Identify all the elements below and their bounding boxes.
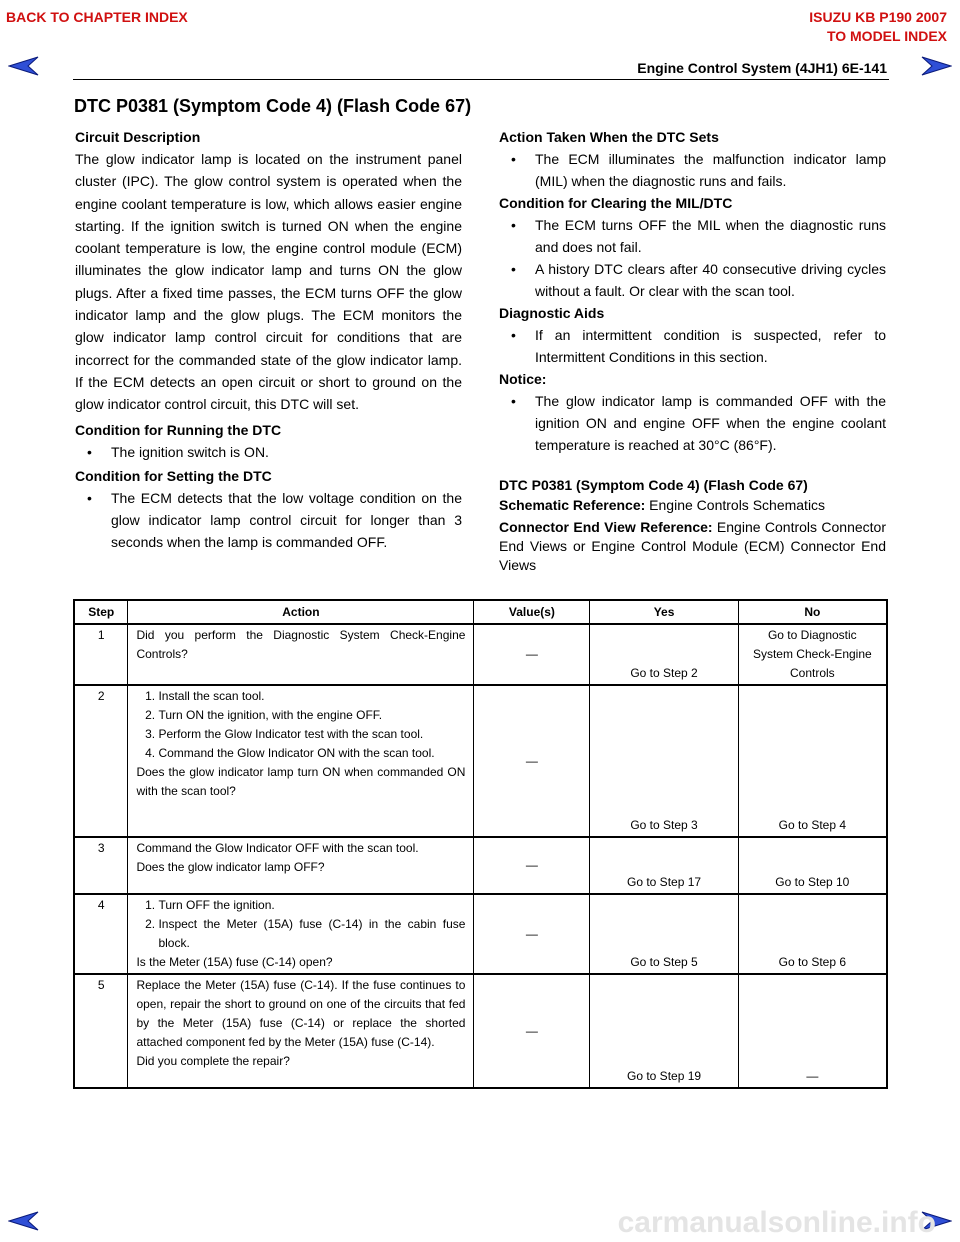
action-question: Does the glow indicator lamp OFF? <box>136 860 325 874</box>
yes-cell[interactable]: Go to Step 17 <box>590 837 738 894</box>
action-cell <box>128 974 474 1088</box>
yes-cell[interactable]: Go to Step 19 <box>590 974 738 1088</box>
no-cell[interactable]: Go to Step 6 <box>738 894 887 974</box>
header-step: Step <box>74 600 128 624</box>
action-text: Command the Glow Indicator OFF with the scan tool. <box>136 841 419 855</box>
action-question: Did you complete the repair? <box>136 1054 290 1068</box>
setting-heading: Condition for Setting the DTC <box>75 467 272 484</box>
right-arrow-icon <box>920 56 952 76</box>
list-item: • If an intermittent condition is suspected, refer to Intermittent Conditions in this section. <box>535 324 886 368</box>
diagnostic-table <box>73 599 888 1089</box>
to-model-index-link[interactable]: TO MODEL INDEX <box>826 28 947 44</box>
list-item: • The ignition switch is ON. <box>111 441 462 463</box>
running-heading: Condition for Running the DTC <box>75 421 282 438</box>
header-yes: Yes <box>590 600 738 624</box>
aids-list <box>499 324 886 368</box>
list-item: • A history DTC clears after 40 consecutive driving cycles without a fault. Or clear with the scan tool. <box>535 258 886 302</box>
left-arrow-icon <box>8 1211 40 1231</box>
schematic-label: Schematic Reference: <box>499 497 646 513</box>
model-name-link[interactable]: ISUZU KB P190 2007 <box>809 9 947 25</box>
header-action: Action <box>128 600 474 624</box>
step-number: 5 <box>74 974 128 1088</box>
left-arrow-icon <box>8 56 40 76</box>
action-step: 4. Command the Glow Indicator ON with the scan tool. <box>158 744 465 763</box>
connector-value[interactable]: Engine Controls Connector End Views or Engine Control Module (ECM) Connector End Views <box>499 519 886 573</box>
value-cell: — <box>474 837 590 894</box>
dtc-reference-title: DTC P0381 (Symptom Code 4) (Flash Code 67) <box>499 477 808 493</box>
table-row <box>74 624 887 685</box>
schematic-value[interactable]: Engine Controls Schematics <box>645 497 826 513</box>
running-header: Engine Control System (4JH1) 6E-141 <box>637 60 887 76</box>
prev-page-button[interactable] <box>8 56 40 76</box>
header-rule <box>73 79 889 80</box>
next-page-button[interactable] <box>920 56 952 76</box>
action-text: Replace the Meter (15A) fuse (C-14). If the fuse continues to open, repair the short to ground on one of the circuits that fed by the Meter (15A) fuse (C-14) or replace the shorted attached component fed by the Meter (15A) fuse (C-14). <box>136 978 466 1049</box>
action-question: Is the Meter (15A) fuse (C-14) open? <box>136 955 333 969</box>
action-cell <box>128 685 474 837</box>
action-step: 2. Inspect the Meter (15A) fuse (C-14) in the cabin fuse block. <box>158 915 465 953</box>
action-steps <box>136 896 465 953</box>
action-cell <box>128 624 474 685</box>
action-cell <box>128 837 474 894</box>
value-cell: — <box>474 894 590 974</box>
back-to-chapter-link[interactable]: BACK TO CHAPTER INDEX <box>6 9 188 25</box>
setting-list <box>75 487 462 553</box>
notice-list <box>499 390 886 456</box>
list-item: • The glow indicator lamp is commanded OFF with the ignition ON and engine OFF when the engine coolant temperature is reached at 30°C (86°F). <box>535 390 886 456</box>
action-step: 2. Turn ON the ignition, with the engine OFF. <box>158 706 465 725</box>
circuit-description-text: The glow indicator lamp is located on the instrument panel cluster (IPC). The glow control system is operated when the engine coolant temperature is low, which allows easier engine starting. If the ignition switch is turned ON when the engine coolant temperature is low, the engine control module (ECM) illuminates the glow indicator lamp and turns ON the glow plugs. After a fixed time passes, the ECM turns OFF the glow indicator lamp and the glow plugs. The ECM monitors the glow indicator lamp control circuit for conditions that are incorrect for the commanded state of the glow indicator lamp. If the ECM detects an open circuit or short to ground on the glow indicator control circuit, this DTC will set. <box>75 151 462 413</box>
value-cell: — <box>474 685 590 837</box>
action-step: 1. Turn OFF the ignition. <box>158 896 465 915</box>
value-cell: — <box>474 974 590 1088</box>
no-cell[interactable]: Go to Diagnostic System Check-Engine Controls <box>738 624 887 685</box>
no-cell[interactable]: Go to Step 10 <box>738 837 887 894</box>
connector-label: Connector End View Reference: <box>499 519 713 535</box>
table-row <box>74 685 887 837</box>
table-header-row <box>74 600 887 624</box>
step-number: 3 <box>74 837 128 894</box>
connector-reference <box>499 518 886 575</box>
action-list <box>499 148 886 192</box>
action-question: Does the glow indicator lamp turn ON when commanded ON with the scan tool? <box>136 765 466 798</box>
list-item: • The ECM turns OFF the MIL when the diagnostic runs and does not fail. <box>535 214 886 258</box>
notice-heading: Notice: <box>499 371 547 387</box>
list-item: • The ECM detects that the low voltage condition on the glow indicator lamp control circuit for longer than 3 seconds when the lamp is commanded OFF. <box>111 487 462 553</box>
list-item: • The ECM illuminates the malfunction indicator lamp (MIL) when the diagnostic runs and fails. <box>535 148 886 192</box>
action-heading: Action Taken When the DTC Sets <box>499 129 719 145</box>
no-cell[interactable]: — <box>738 974 887 1088</box>
circuit-description-heading: Circuit Description <box>75 129 201 145</box>
aids-heading: Diagnostic Aids <box>499 305 605 321</box>
no-cell[interactable]: Go to Step 4 <box>738 685 887 837</box>
table-row <box>74 974 887 1088</box>
action-cell <box>128 894 474 974</box>
yes-cell[interactable]: Go to Step 5 <box>590 894 738 974</box>
action-steps <box>136 687 465 763</box>
step-number: 2 <box>74 685 128 837</box>
running-list <box>75 441 462 463</box>
yes-cell[interactable]: Go to Step 3 <box>590 685 738 837</box>
action-question: Did you perform the Diagnostic System Check-Engine Controls? <box>136 628 466 661</box>
clearing-heading: Condition for Clearing the MIL/DTC <box>499 195 733 211</box>
yes-cell[interactable]: Go to Step 2 <box>590 624 738 685</box>
action-step: 3. Perform the Glow Indicator test with the scan tool. <box>158 725 465 744</box>
value-cell: — <box>474 624 590 685</box>
header-values: Value(s) <box>474 600 590 624</box>
table-row <box>74 894 887 974</box>
schematic-reference <box>499 496 886 515</box>
page-title: DTC P0381 (Symptom Code 4) (Flash Code 67) <box>74 96 472 116</box>
watermark: carmanualsonline.info <box>617 1206 936 1239</box>
table-row <box>74 837 887 894</box>
step-number: 4 <box>74 894 128 974</box>
left-column <box>75 126 462 553</box>
step-number: 1 <box>74 624 128 685</box>
right-column <box>499 126 886 575</box>
prev-page-button-bottom[interactable] <box>8 1211 40 1231</box>
clearing-list <box>499 214 886 302</box>
header-no: No <box>738 600 887 624</box>
action-step: 1. Install the scan tool. <box>158 687 465 706</box>
